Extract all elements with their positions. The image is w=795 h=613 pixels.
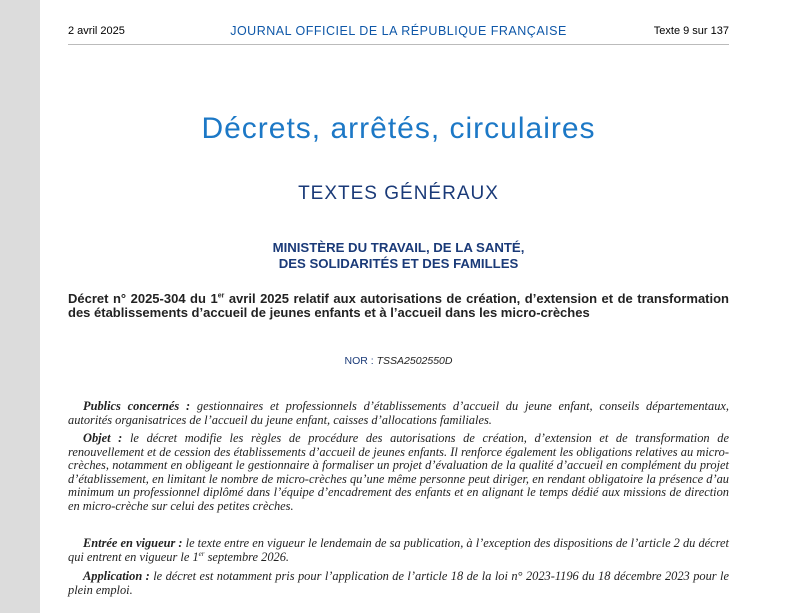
publics-text: gestionnaires et professionnels d’établissements d’accueil du jeune enfant, conseils départementaux, autorités organisatrices de l’accueil du jeune enfant, caisses d’allocations familiales.: [68, 399, 729, 427]
section-subtitle: TEXTES GÉNÉRAUX: [298, 183, 499, 204]
publics-paragraph: [68, 400, 729, 427]
header-divider: [68, 44, 729, 45]
entree-text-1: le texte entre en vigueur le lendemain de sa publication, à l’exception des dispositions de l’article 2 du décret qui entrent en vigueur le 1: [68, 536, 729, 564]
text-counter: Texte 9 sur 137: [653, 25, 729, 37]
entree-paragraph: [68, 537, 729, 564]
ministry-name: [68, 240, 729, 272]
journal-name: JOURNAL OFFICIEL DE LA RÉPUBLIQUE FRANÇAISE: [230, 24, 567, 38]
decree-title-rest: avril 2025 relatif aux autorisations de création, d’extension et de transformation des établissements d’accueil de jeunes enfants et à l’accueil dans les micro-crèches: [68, 291, 730, 320]
application-label: Application :: [83, 569, 150, 583]
nor-label: NOR :: [344, 355, 377, 367]
entree-label: Entrée en vigueur :: [83, 536, 183, 550]
decree-title-sup: er: [217, 292, 225, 300]
objet-paragraph: [68, 432, 729, 514]
nor-reference: [68, 355, 729, 367]
decree-title-start: Décret n° 2025-304 du 1: [68, 291, 218, 306]
objet-text: le décret modifie les règles de procédure des autorisations de création, d’extension et de transformation de renouvellement et de cession des établissements d’accueil de jeunes enfants. Il renforce également les obligations relatives au micro-crèches, notamment en obligeant le gestionnaire à formaliser un projet d’évaluation de la qualité d’accueil en complément du projet d’établissement, en limitant le nombre de micro-crèches qu’une même personne peut diriger, en rendant obligatoire la présence d’au minimum un professionnel diplômé dans l’équipe d’encadrement des enfants et en alignant le temps dédié aux missions de direction en micro-crèche sur celui des petites crèches.: [68, 431, 729, 513]
nor-code: TSSA2502550D: [376, 355, 453, 367]
publics-label: Publics concernés :: [83, 399, 191, 413]
document-page: [40, 0, 795, 613]
section-title: Décrets, arrêtés, circulaires: [201, 112, 596, 145]
page-header: [68, 22, 729, 44]
header-date: 2 avril 2025: [68, 25, 125, 37]
entree-text-2: septembre 2026.: [204, 549, 290, 564]
objet-label: Objet :: [83, 431, 123, 445]
ministry-line-1: MINISTÈRE DU TRAVAIL, DE LA SANTÉ,: [272, 240, 525, 255]
application-paragraph: [68, 570, 729, 597]
viewer-margin: [0, 0, 40, 613]
entree-sup: er: [198, 549, 205, 558]
application-text: le décret est notamment pris pour l’application de l’article 18 de la loi n° 2023-1196 du 18 décembre 2023 pour le plein emploi.: [68, 569, 729, 597]
ministry-line-2: DES SOLIDARITÉS ET DES FAMILLES: [278, 256, 519, 271]
decree-title: [68, 292, 729, 320]
